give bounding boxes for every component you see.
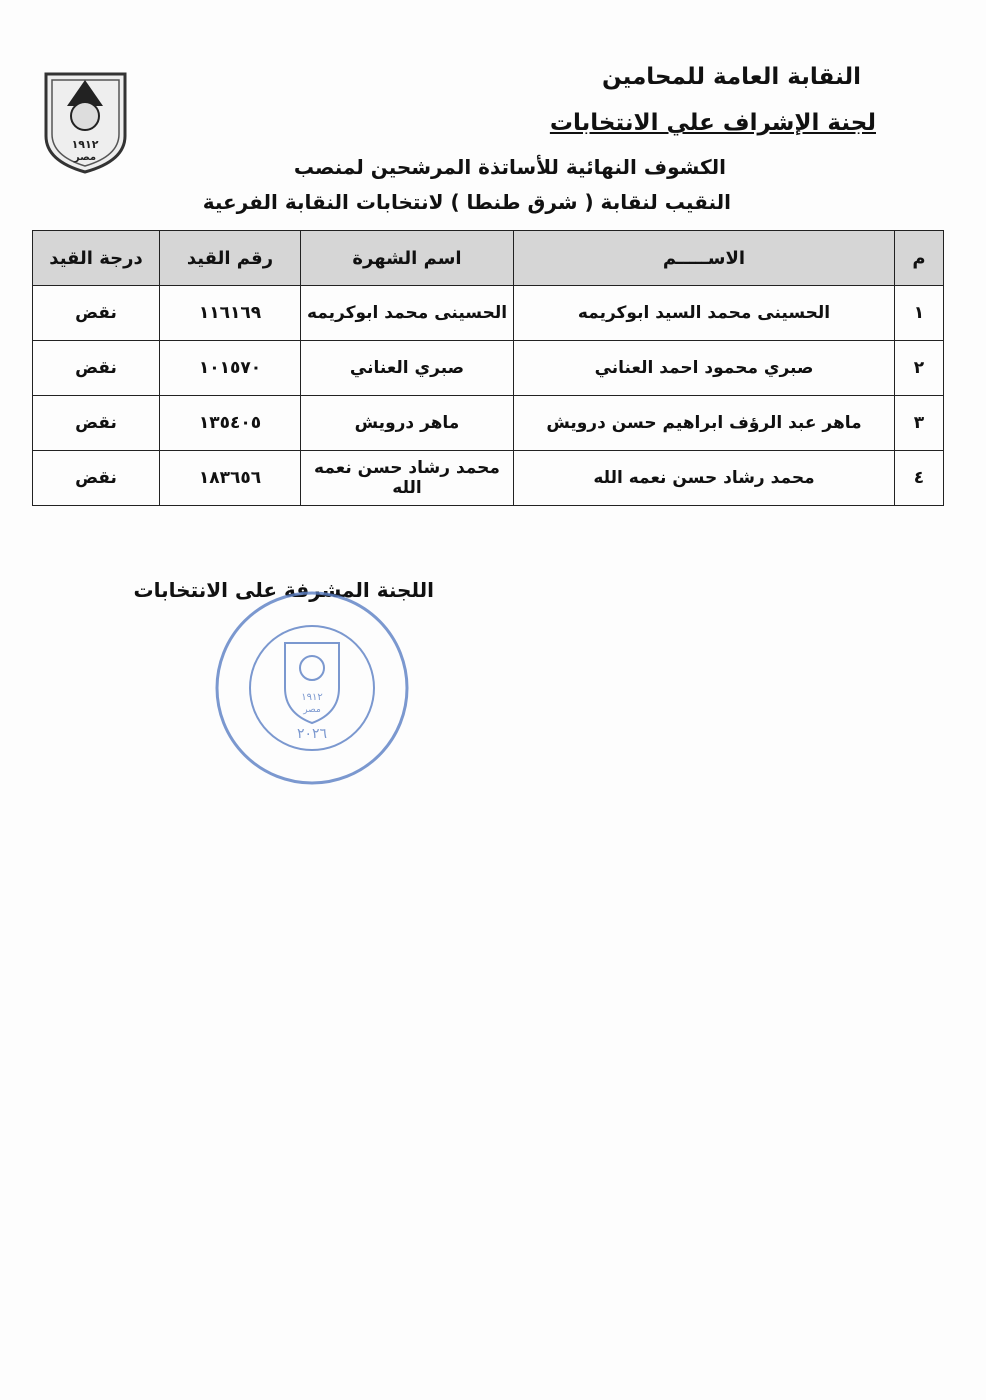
row-number: ٢ <box>895 341 944 396</box>
svg-text:١٩١٢: ١٩١٢ <box>301 692 323 703</box>
candidates-table <box>32 230 944 506</box>
table-row <box>33 396 944 451</box>
row-number: ٤ <box>895 451 944 506</box>
candidate-name: محمد رشاد حسن نعمه الله <box>514 451 895 506</box>
svg-text:مصر: مصر <box>73 152 97 163</box>
svg-text:١٩١٢: ١٩١٢ <box>71 138 99 151</box>
known-name: ماهر درويش <box>301 396 514 451</box>
svg-text:٢٠٢٦: ٢٠٢٦ <box>296 726 328 742</box>
registration-level: نقض <box>33 286 160 341</box>
registration-number: ١٨٣٦٥٦ <box>160 451 301 506</box>
table-header-row <box>33 231 944 286</box>
document-title-line1: الكشوف النهائية للأساتذة المرشحين لمنصب <box>293 155 726 179</box>
row-number: ٣ <box>895 396 944 451</box>
col-header-number: م <box>895 231 944 286</box>
col-header-registration-number: رقم القيد <box>160 231 301 286</box>
registration-level: نقض <box>33 451 160 506</box>
document-title-line2: النقيب لنقابة ( شرق طنطا ) لانتخابات النقابة الفرعية <box>202 190 731 214</box>
bar-association-logo <box>38 66 133 176</box>
organization-name: النقابة العامة للمحامين <box>601 64 861 90</box>
col-header-known-name: اسم الشهرة <box>301 231 514 286</box>
row-number: ١ <box>895 286 944 341</box>
table-row <box>33 341 944 396</box>
registration-number: ١٠١٥٧٠ <box>160 341 301 396</box>
svg-text:مصر: مصر <box>303 705 321 715</box>
candidate-name: ماهر عبد الرؤف ابراهيم حسن درويش <box>514 396 895 451</box>
table-row <box>33 286 944 341</box>
known-name: الحسينى محمد ابوكريمه <box>301 286 514 341</box>
col-header-name: الاســـــم <box>514 231 895 286</box>
registration-level: نقض <box>33 396 160 451</box>
registration-level: نقض <box>33 341 160 396</box>
committee-name: لجنة الإشراف علي الانتخابات <box>549 110 876 136</box>
official-stamp <box>205 588 420 788</box>
registration-number: ١١٦١٦٩ <box>160 286 301 341</box>
candidate-name: صبري محمود احمد العناني <box>514 341 895 396</box>
table-row <box>33 451 944 506</box>
known-name: صبري العناني <box>301 341 514 396</box>
committee-signature: اللجنة المشرفة على الانتخابات <box>133 578 434 602</box>
known-name: محمد رشاد حسن نعمه الله <box>301 451 514 506</box>
registration-number: ١٣٥٤٠٥ <box>160 396 301 451</box>
candidate-name: الحسينى محمد السيد ابوكريمه <box>514 286 895 341</box>
col-header-registration-level: درجة القيد <box>33 231 160 286</box>
